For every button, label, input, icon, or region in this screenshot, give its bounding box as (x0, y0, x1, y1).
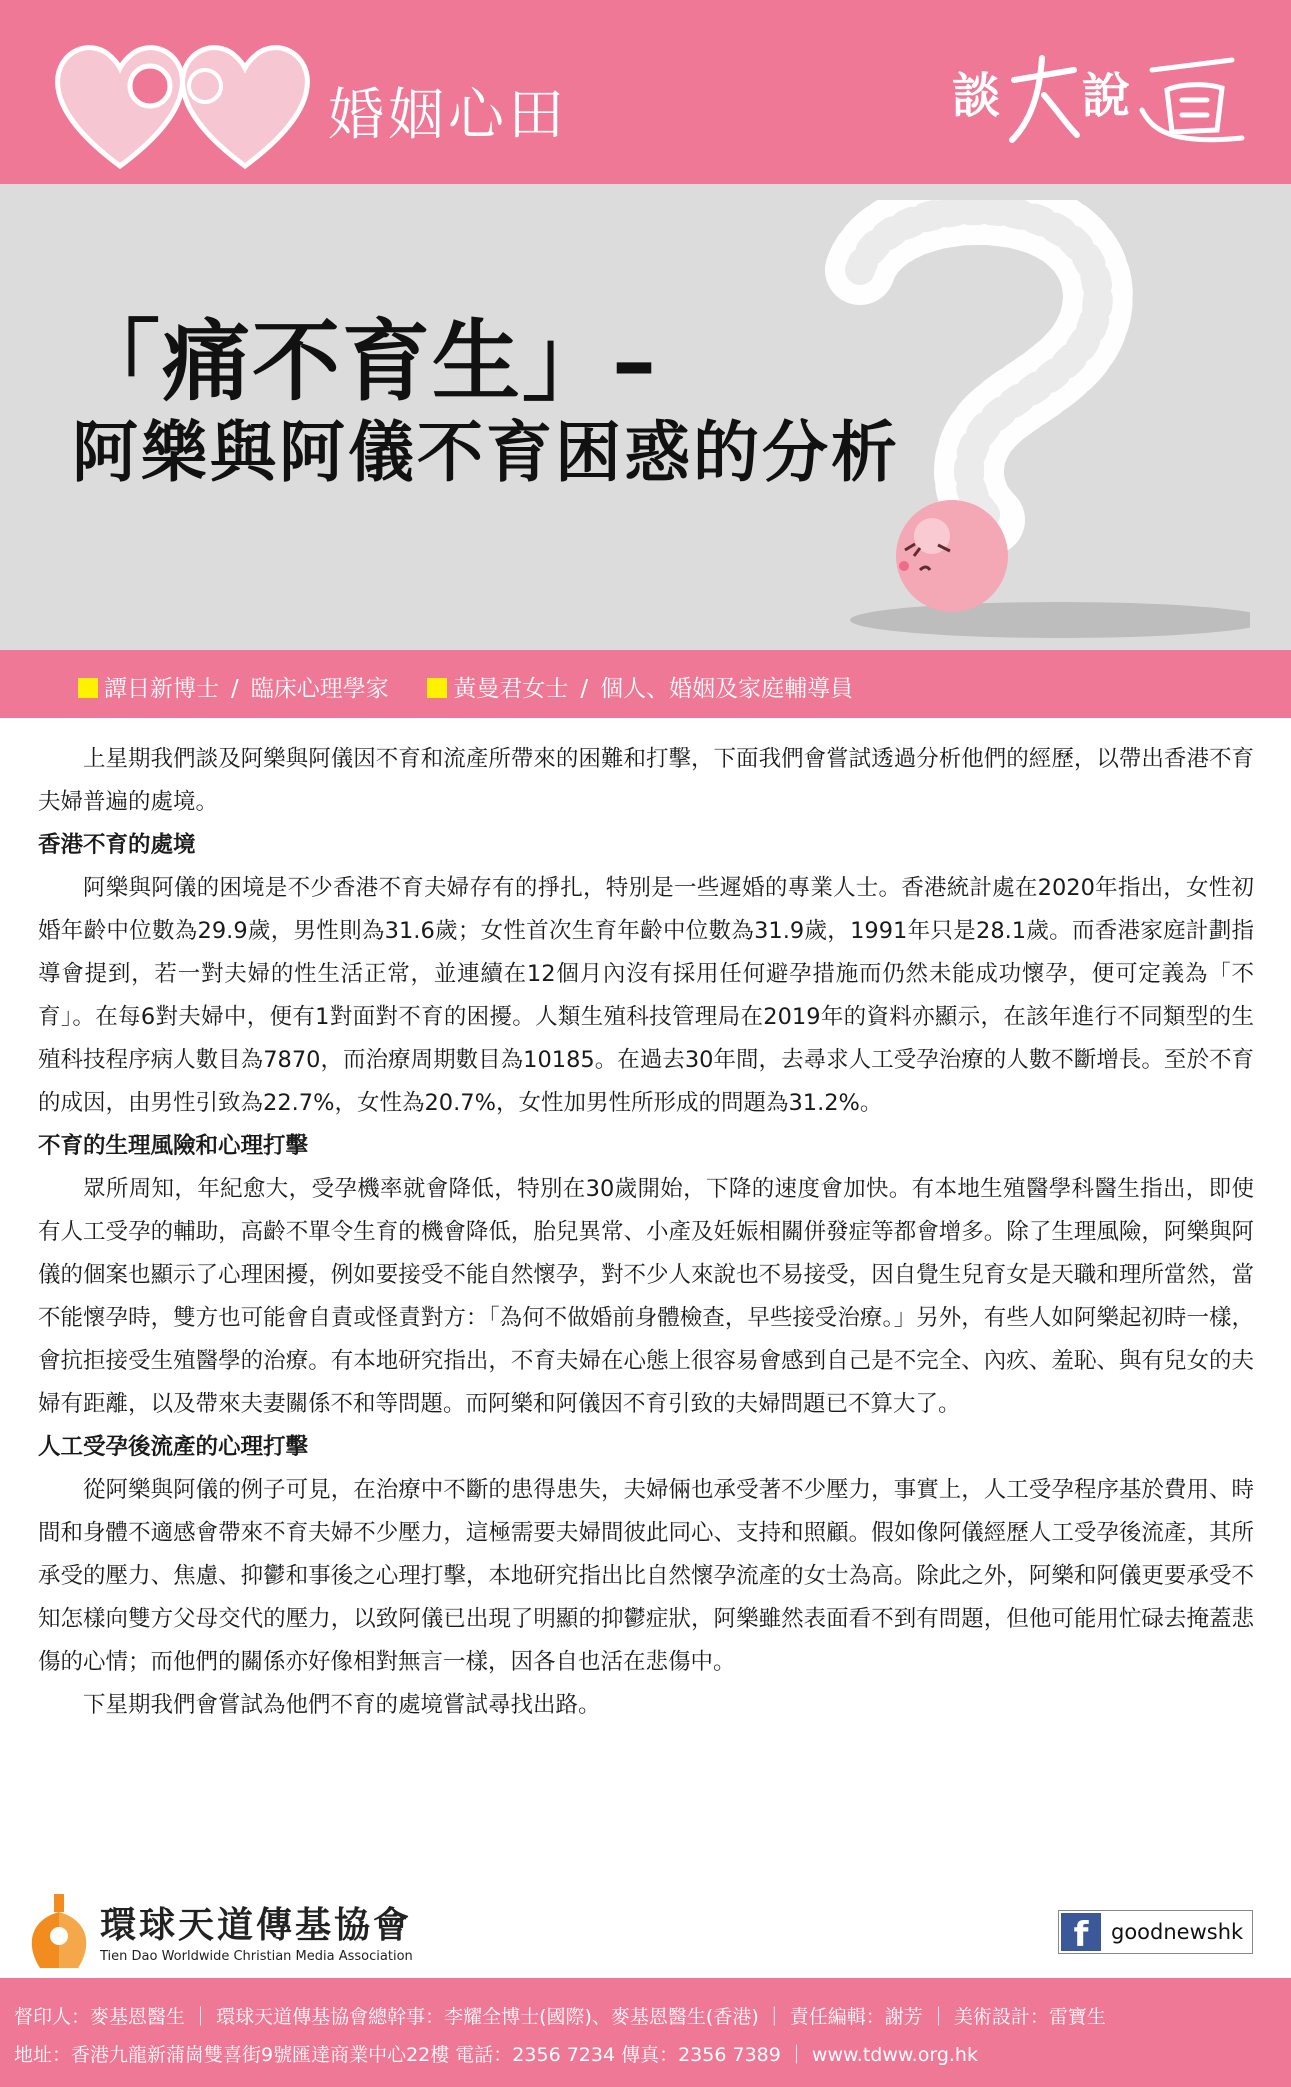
question-mark-illustration (820, 200, 1250, 640)
organization-name-en: Tien Dao Worldwide Christian Media Association (100, 1949, 413, 1964)
yellow-square-icon (427, 678, 447, 698)
author-role: 臨床心理學家 (250, 676, 389, 702)
organization-name-cn: 環球天道傳基協會 (100, 1905, 413, 1946)
hearts-icon (50, 34, 320, 174)
footer-contact: 地址：香港九龍新蒲崗雙喜街9號匯達商業中心22樓 電話：2356 7234 傳真：2356 7389 ｜ www.tdww.org.hk (14, 2044, 978, 2066)
svg-text:談: 談 (952, 68, 1001, 124)
author-name: 譚日新博士 (104, 676, 219, 702)
svg-text:說: 說 (1082, 68, 1131, 124)
authors-bar (0, 650, 1291, 718)
separator: / (580, 676, 589, 702)
author-name: 黃曼君女士 (453, 676, 569, 702)
separator: / (231, 676, 239, 702)
footer (0, 1978, 1291, 2087)
facebook-icon: f (1061, 1913, 1101, 1951)
yellow-square-icon (78, 678, 98, 698)
title-line-2: 阿樂與阿儀不育困惑的分析 (72, 414, 900, 491)
closing-paragraph: 下星期我們會嘗試為他們不育的處境嘗試尋找出路。 (83, 1692, 601, 1718)
author-role: 個人、婚姻及家庭輔導員 (600, 676, 854, 702)
section-paragraph: 眾所周知，年紀愈大，受孕機率就會降低，特別在30歲開始，下降的速度會加快。有本地生殖醫學科醫生指出，即使有人工受孕的輔助，高齡不單令生育的機會降低，胎兒異常、小產及妊娠相關併發症等都會增多。除了生理風險，阿樂與阿儀的個案也顯示了心理困擾，例如要接受不能自然懷孕，對不少人來說也不易接受，因自覺生兒育女是天職和理所當然，當不能懷孕時，雙方也可能會自責或怪責對方：「為何不做婚前身體檢查，早些接受治療。」另外，有些人如阿樂起初時一樣，會抗拒接受生殖醫學的治療。有本地研究指出，不育夫婦在心態上很容易會感到自己是不完全、內疚、羞恥、與有兒女的夫婦有距離，以及帶來夫妻關係不和等問題。而阿樂和阿儀因不育引致的夫婦問題已不算大了。 (38, 1176, 1254, 1417)
column-name: 婚姻心田 (328, 83, 568, 148)
brand-logo (952, 40, 1252, 160)
article-body (38, 738, 1254, 1727)
title-line-1: 「痛不育生」– (72, 310, 659, 413)
section-paragraph: 阿樂與阿儀的困境是不少香港不育夫婦存有的掙扎，特別是一些遲婚的專業人士。香港統計處在2020年指出，女性初婚年齡中位數為29.9歲，男性則為31.6歲；女性首次生育年齡中位數為31.9歲，1991年只是28.1歲。而香港家庭計劃指導會提到，若一對夫婦的性生活正常，並連續在12個月內沒有採用任何避孕措施而仍然未能成功懷孕，便可定義為「不育」。在每6對夫婦中，便有1對面對不育的困擾。人類生殖科技管理局在2019年的資料亦顯示，在該年進行不同類型的生殖科技程序病人數目為7870，而治療周期數目為10185。在過去30年間，去尋求人工受孕治療的人數不斷增長。至於不育的成因，由男性引致為22.7%，女性為20.7%，女性加男性所形成的問題為31.2%。 (38, 875, 1254, 1116)
footer-credits: 督印人：麥基恩醫生 ｜ 環球天道傳基協會總幹事：李耀全博士(國際)、麥基恩醫生(香港) ｜ 責任編輯：謝芳 ｜ 美術設計：雷寶生 (14, 2006, 1106, 2028)
section-heading: 香港不育的處境 (38, 832, 196, 858)
facebook-handle: goodnewshk (1111, 1920, 1244, 1944)
intro-paragraph: 上星期我們談及阿樂與阿儀因不育和流產所帶來的困難和打擊，下面我們會嘗試透過分析他們的經歷，以帶出香港不育夫婦普遍的處境。 (38, 746, 1254, 815)
section-heading: 不育的生理風險和心理打擊 (38, 1133, 309, 1159)
facebook-badge[interactable] (1058, 1910, 1253, 1954)
section-paragraph: 從阿樂與阿儀的例子可見，在治療中不斷的患得患失，夫婦倆也承受著不少壓力，事實上，人工受孕程序基於費用、時間和身體不適感會帶來不育夫婦不少壓力，這極需要夫婦間彼此同心、支持和照顧。假如像阿儀經歷人工受孕後流產，其所承受的壓力、焦慮、抑鬱和事後之心理打擊，本地研究指出比自然懷孕流產的女士為高。除此之外，阿樂和阿儀更要承受不知怎樣向雙方父母交代的壓力，以致阿儀已出現了明顯的抑鬱症狀，阿樂雖然表面看不到有問題，但他可能用忙碌去掩蓋悲傷的心情；而他們的關係亦好像相對無言一樣，因各自也活在悲傷中。 (38, 1477, 1254, 1675)
section-heading: 人工受孕後流產的心理打擊 (38, 1434, 309, 1460)
header-banner (0, 0, 1291, 184)
